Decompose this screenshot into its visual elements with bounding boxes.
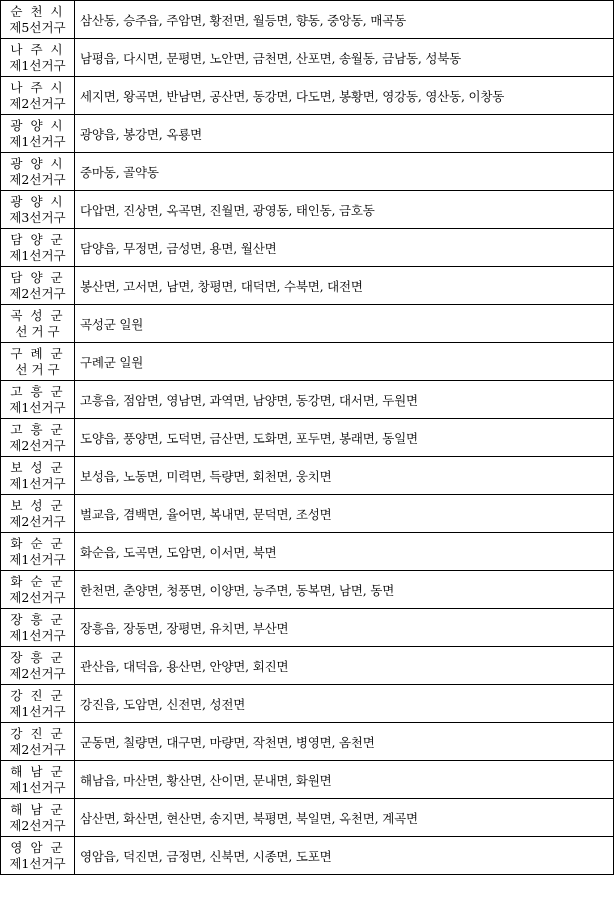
- district-region: 해 남 군: [10, 763, 65, 779]
- district-number: 제1선거구: [9, 247, 66, 263]
- district-number: 제3선거구: [9, 209, 66, 225]
- district-number: 제2선거구: [9, 589, 66, 605]
- table-row: [1, 837, 614, 875]
- district-areas-cell: 남평읍, 다시면, 문평면, 노안면, 금천면, 산포면, 송월동, 금남동, 성북동: [75, 39, 614, 77]
- district-areas-cell: 보성읍, 노동면, 미력면, 득량면, 회천면, 웅치면: [75, 457, 614, 495]
- table-body: [1, 1, 614, 875]
- district-areas-cell: 도양읍, 풍양면, 도덕면, 금산면, 도화면, 포두면, 봉래면, 동일면: [75, 419, 614, 457]
- district-number: 제2선거구: [9, 285, 66, 301]
- table-row: [1, 305, 614, 343]
- district-name-cell: [1, 495, 75, 533]
- district-areas-cell: 삼산동, 승주읍, 주암면, 황전면, 월등면, 향동, 중앙동, 매곡동: [75, 1, 614, 39]
- district-areas-cell: 광양읍, 봉강면, 옥룡면: [75, 115, 614, 153]
- district-name-cell: [1, 267, 75, 305]
- district-number: 제2선거구: [9, 817, 66, 833]
- district-name-cell: [1, 761, 75, 799]
- district-number: 제1선거구: [9, 399, 66, 415]
- district-region: 고 흥 군: [10, 383, 65, 399]
- district-number: 제2선거구: [9, 171, 66, 187]
- district-name-cell: [1, 39, 75, 77]
- district-region: 담 양 군: [10, 269, 65, 285]
- district-region: 영 암 군: [10, 839, 65, 855]
- district-number: 제1선거구: [9, 855, 66, 871]
- table-row: [1, 495, 614, 533]
- district-number: 제1선거구: [9, 703, 66, 719]
- district-number: 제1선거구: [9, 551, 66, 567]
- district-areas-cell: 장흥읍, 장동면, 장평면, 유치면, 부산면: [75, 609, 614, 647]
- district-areas-cell: 해남읍, 마산면, 황산면, 산이면, 문내면, 화원면: [75, 761, 614, 799]
- district-name-cell: [1, 457, 75, 495]
- district-name-cell: [1, 153, 75, 191]
- district-region: 광 양 시: [10, 155, 65, 171]
- table-row: [1, 533, 614, 571]
- district-number: 제1선거구: [9, 133, 66, 149]
- district-areas-cell: 한천면, 춘양면, 청풍면, 이양면, 능주면, 동복면, 남면, 동면: [75, 571, 614, 609]
- table-row: [1, 761, 614, 799]
- district-name-cell: [1, 799, 75, 837]
- table-row: [1, 799, 614, 837]
- district-number: 제2선거구: [9, 741, 66, 757]
- table-row: [1, 229, 614, 267]
- table-row: [1, 647, 614, 685]
- table-row: [1, 419, 614, 457]
- district-region: 곡 성 군: [10, 307, 65, 323]
- district-region: 보 성 군: [10, 459, 65, 475]
- district-areas-cell: 벌교읍, 겸백면, 율어면, 복내면, 문덕면, 조성면: [75, 495, 614, 533]
- district-region: 화 순 군: [10, 573, 65, 589]
- district-name-cell: [1, 723, 75, 761]
- district-areas-cell: 고흥읍, 점암면, 영남면, 과역면, 남양면, 동강면, 대서면, 두원면: [75, 381, 614, 419]
- district-region: 장 흥 군: [10, 649, 65, 665]
- district-name-cell: [1, 647, 75, 685]
- district-region: 담 양 군: [10, 231, 65, 247]
- table-row: [1, 685, 614, 723]
- table-row: [1, 267, 614, 305]
- district-name-cell: [1, 229, 75, 267]
- district-region: 구 례 군: [10, 345, 65, 361]
- table-row: [1, 1, 614, 39]
- district-name-cell: [1, 381, 75, 419]
- district-number: 선 거 구: [15, 323, 60, 339]
- district-region: 광 양 시: [10, 117, 65, 133]
- district-number: 제2선거구: [9, 437, 66, 453]
- district-region: 순 천 시: [10, 3, 65, 19]
- district-name-cell: [1, 115, 75, 153]
- district-areas-cell: 담양읍, 무정면, 금성면, 용면, 월산면: [75, 229, 614, 267]
- district-region: 해 남 군: [10, 801, 65, 817]
- district-name-cell: [1, 1, 75, 39]
- district-number: 제1선거구: [9, 57, 66, 73]
- district-region: 강 진 군: [10, 725, 65, 741]
- table-row: [1, 571, 614, 609]
- district-areas-cell: 세지면, 왕곡면, 반남면, 공산면, 동강면, 다도면, 봉황면, 영강동, 영산동, 이창동: [75, 77, 614, 115]
- district-number: 제2선거구: [9, 95, 66, 111]
- table-row: [1, 723, 614, 761]
- district-areas-cell: 관산읍, 대덕읍, 용산면, 안양면, 회진면: [75, 647, 614, 685]
- district-name-cell: [1, 77, 75, 115]
- district-areas-cell: 강진읍, 도암면, 신전면, 성전면: [75, 685, 614, 723]
- district-areas-cell: 봉산면, 고서면, 남면, 창평면, 대덕면, 수북면, 대전면: [75, 267, 614, 305]
- district-region: 보 성 군: [10, 497, 65, 513]
- district-name-cell: [1, 685, 75, 723]
- district-areas-cell: 화순읍, 도곡면, 도암면, 이서면, 북면: [75, 533, 614, 571]
- table-row: [1, 609, 614, 647]
- district-areas-cell: 삼산면, 화산면, 현산면, 송지면, 북평면, 북일면, 옥천면, 계곡면: [75, 799, 614, 837]
- district-number: 제1선거구: [9, 627, 66, 643]
- table-row: [1, 343, 614, 381]
- district-name-cell: [1, 571, 75, 609]
- district-number: 제5선거구: [9, 19, 66, 35]
- table-row: [1, 381, 614, 419]
- table-row: [1, 115, 614, 153]
- table-row: [1, 191, 614, 229]
- district-areas-cell: 군동면, 칠량면, 대구면, 마량면, 작천면, 병영면, 옴천면: [75, 723, 614, 761]
- district-areas-cell: 다압면, 진상면, 옥곡면, 진월면, 광영동, 태인동, 금호동: [75, 191, 614, 229]
- table-row: [1, 77, 614, 115]
- district-number: 선 거 구: [15, 361, 60, 377]
- district-region: 장 흥 군: [10, 611, 65, 627]
- district-number: 제2선거구: [9, 665, 66, 681]
- district-name-cell: [1, 837, 75, 875]
- district-region: 화 순 군: [10, 535, 65, 551]
- district-region: 나 주 시: [10, 79, 65, 95]
- district-areas-cell: 영암읍, 덕진면, 금정면, 신북면, 시종면, 도포면: [75, 837, 614, 875]
- district-areas-cell: 곡성군 일원: [75, 305, 614, 343]
- district-name-cell: [1, 191, 75, 229]
- table-row: [1, 457, 614, 495]
- table-row: [1, 39, 614, 77]
- district-number: 제2선거구: [9, 513, 66, 529]
- district-areas-cell: 구례군 일원: [75, 343, 614, 381]
- district-region: 나 주 시: [10, 41, 65, 57]
- district-name-cell: [1, 533, 75, 571]
- district-region: 고 흥 군: [10, 421, 65, 437]
- district-areas-cell: 중마동, 골약동: [75, 153, 614, 191]
- district-region: 광 양 시: [10, 193, 65, 209]
- table-row: [1, 153, 614, 191]
- district-name-cell: [1, 305, 75, 343]
- district-number: 제1선거구: [9, 475, 66, 491]
- district-region: 강 진 군: [10, 687, 65, 703]
- district-name-cell: [1, 419, 75, 457]
- district-name-cell: [1, 609, 75, 647]
- district-number: 제1선거구: [9, 779, 66, 795]
- district-name-cell: [1, 343, 75, 381]
